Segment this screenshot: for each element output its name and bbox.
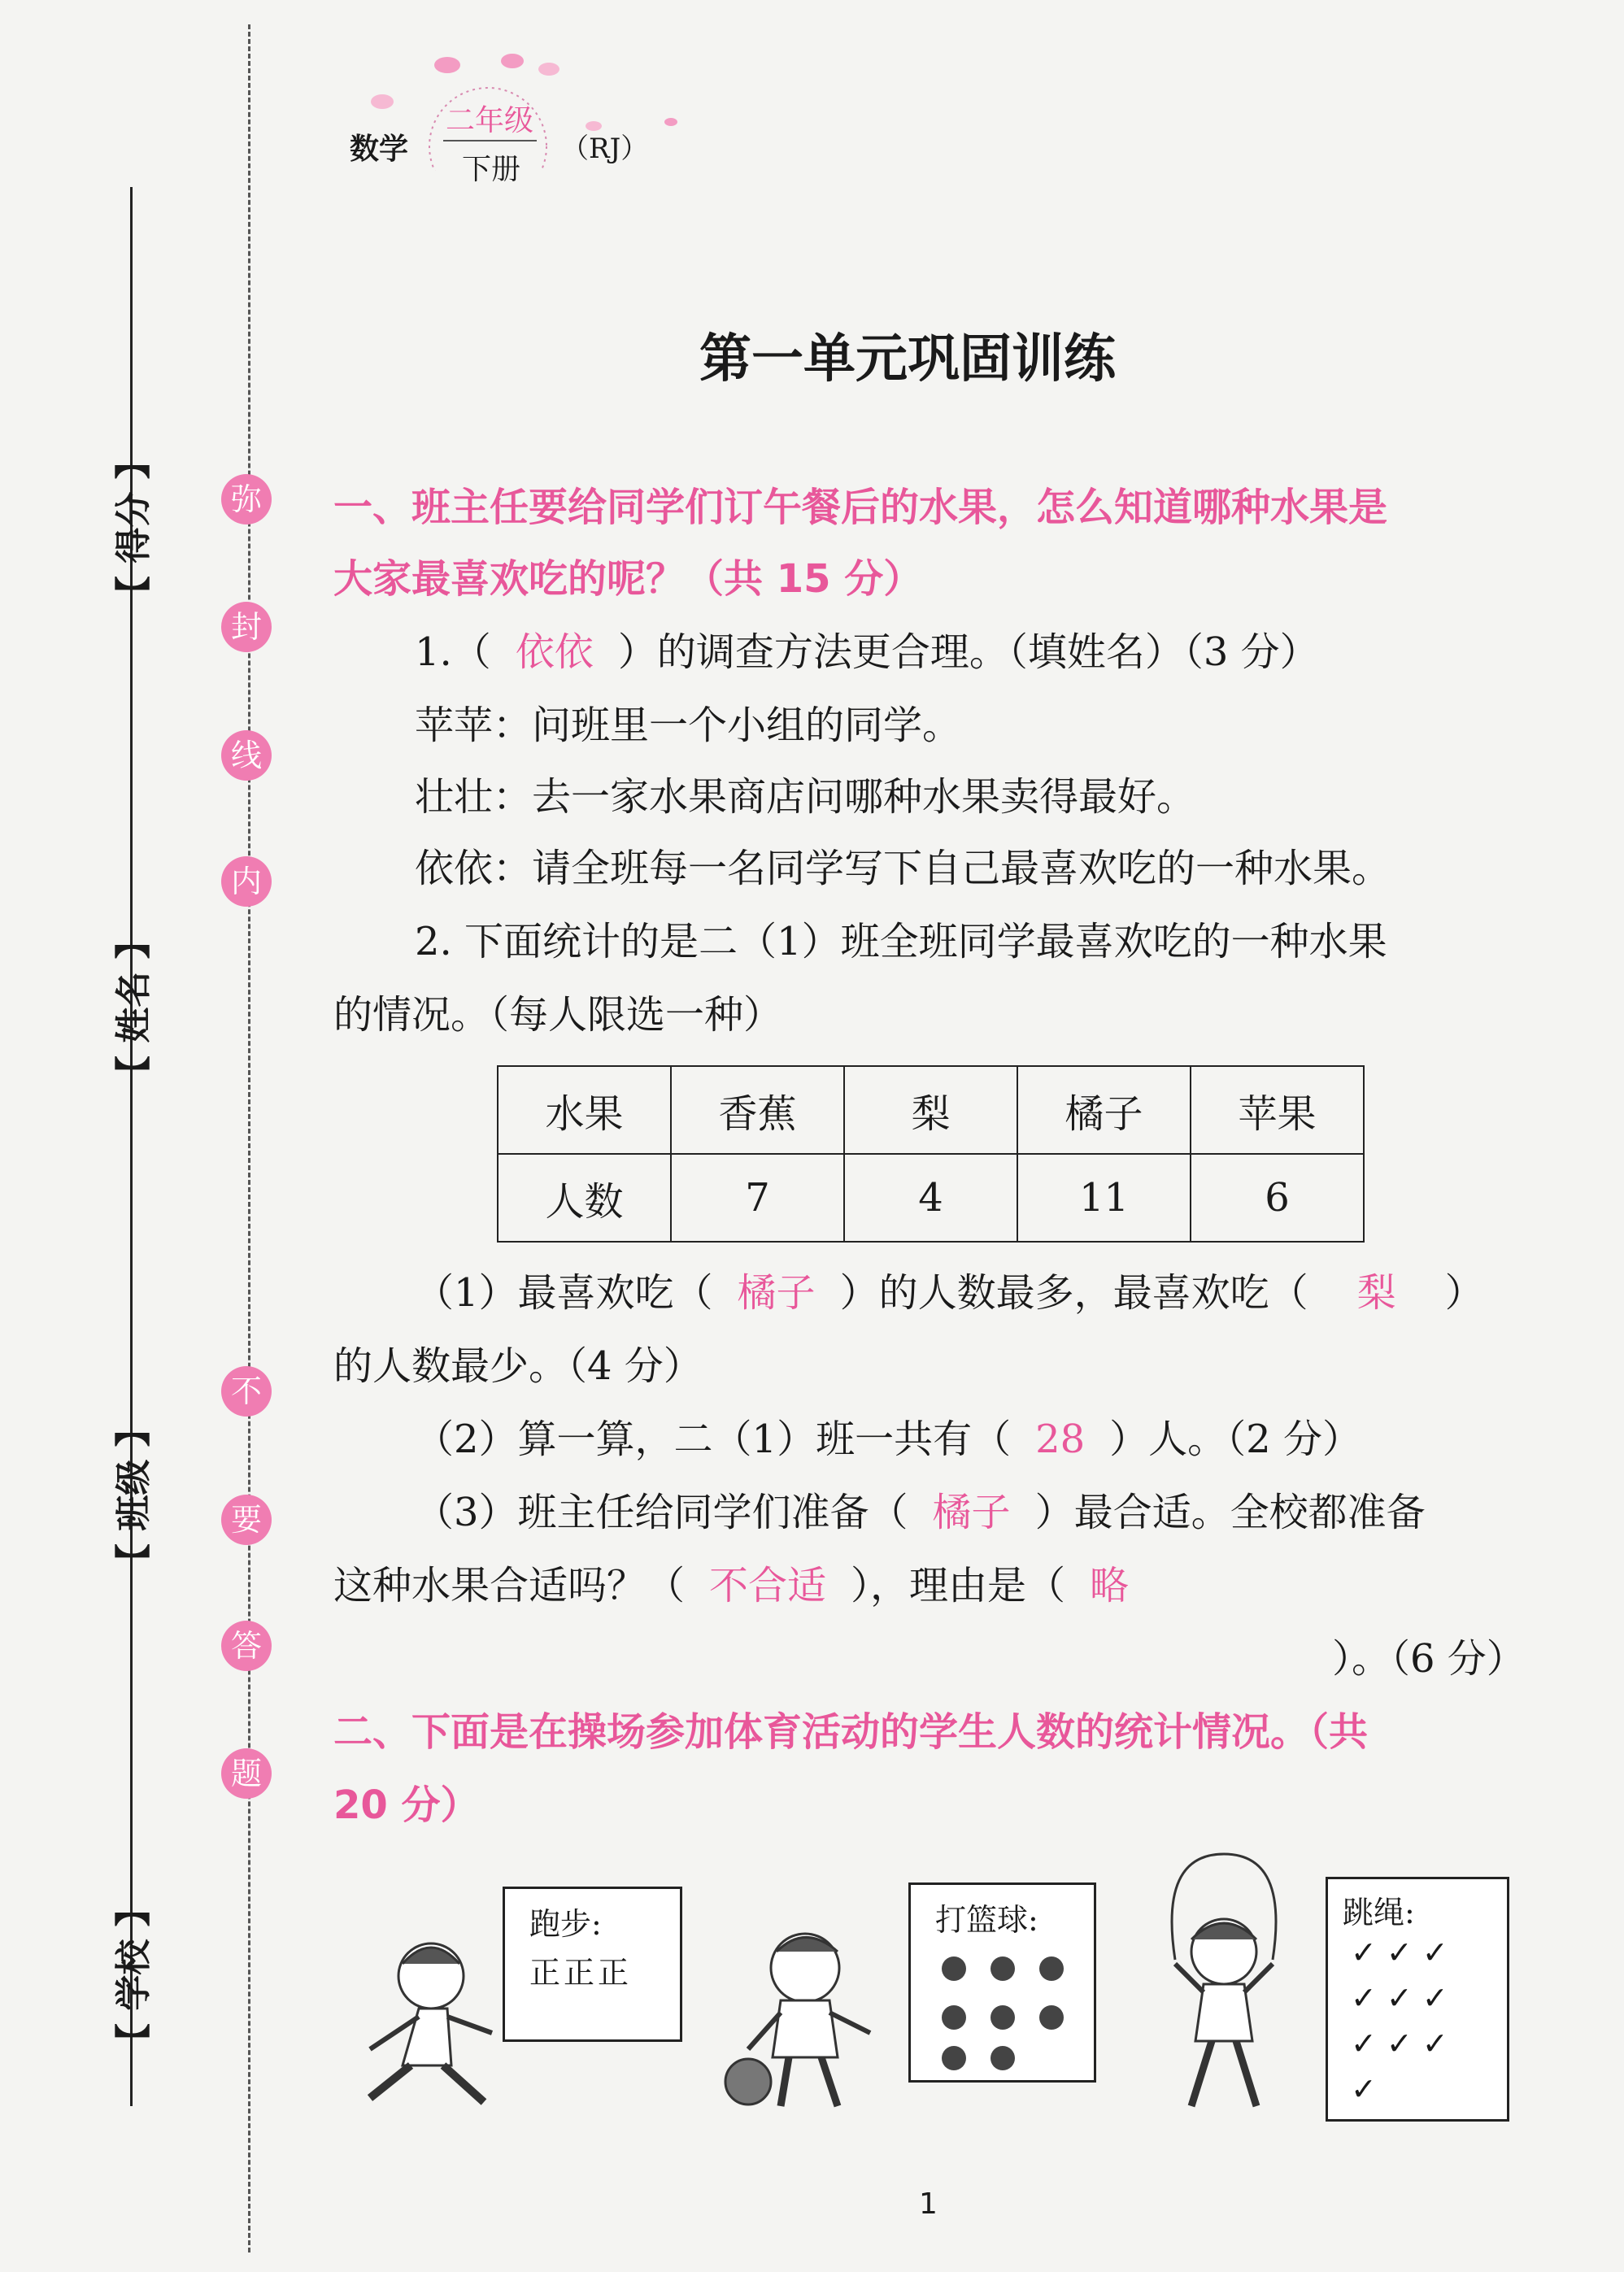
page-title: 第一单元巩固训练 bbox=[699, 329, 1116, 390]
part-3-cont bbox=[333, 1561, 1153, 1610]
table-row bbox=[498, 1066, 1364, 1154]
answer-blank[interactable]: 不合适 bbox=[709, 1563, 827, 1608]
seal-char: 要 bbox=[221, 1495, 272, 1545]
margin-dashed-line bbox=[248, 24, 250, 2252]
table-cell: 6 bbox=[1191, 1154, 1364, 1242]
tally-dot bbox=[942, 1956, 966, 1981]
check-row: ✓ ✓ ✓ bbox=[1351, 1980, 1448, 2016]
part2-text: （2）算一算，二（1）班一共有（ bbox=[415, 1417, 1012, 1462]
table-cell: 人数 bbox=[498, 1154, 671, 1242]
table-cell: 橘子 bbox=[1017, 1066, 1191, 1154]
jumprope-girl-illustration bbox=[1143, 1846, 1305, 2122]
part3-text: （3）班主任给同学们准备（ bbox=[415, 1490, 908, 1535]
seal-char: 题 bbox=[221, 1748, 272, 1799]
school-label: 【 学校 】 bbox=[113, 1891, 155, 2059]
part-3-end: ）。（6 分） bbox=[1332, 1636, 1526, 1682]
seal-char: 封 bbox=[221, 602, 272, 652]
tally-dot bbox=[1039, 2005, 1064, 2030]
table-cell: 苹果 bbox=[1191, 1066, 1364, 1154]
header-subject: 数学 bbox=[350, 132, 409, 166]
table-row bbox=[498, 1154, 1364, 1242]
table-cell: 7 bbox=[671, 1154, 844, 1242]
part3-text-2: ）最合适。全校都准备 bbox=[1034, 1490, 1426, 1535]
part-1-cont: 的人数最少。（4 分） bbox=[333, 1343, 703, 1389]
q1-prefix: 1.（ bbox=[415, 629, 491, 675]
answer-blank[interactable]: 梨 bbox=[1356, 1270, 1396, 1316]
table-cell: 水果 bbox=[498, 1066, 671, 1154]
table-cell: 11 bbox=[1017, 1154, 1191, 1242]
section2-heading-cont: 20 分） bbox=[333, 1782, 480, 1828]
part-3 bbox=[415, 1488, 1426, 1537]
page-number: 1 bbox=[919, 2187, 938, 2221]
tally-dot bbox=[991, 1956, 1015, 1981]
header-edition: （RJ） bbox=[561, 133, 649, 165]
seal-char: 内 bbox=[221, 856, 272, 907]
score-label: 【 得分 】 bbox=[113, 443, 155, 612]
table-cell: 4 bbox=[844, 1154, 1017, 1242]
answer-blank[interactable]: 依依 bbox=[515, 629, 594, 675]
tally-dot bbox=[991, 2046, 1015, 2070]
tally-dot bbox=[942, 2046, 966, 2070]
class-label: 【 班级 】 bbox=[113, 1411, 155, 1579]
part1-text-3: ） bbox=[1444, 1270, 1484, 1316]
running-card bbox=[503, 1887, 682, 2042]
q1-suffix: ）的调查方法更合理。（填姓名）（3 分） bbox=[617, 629, 1319, 675]
table-cell: 梨 bbox=[844, 1066, 1017, 1154]
running-tally: 正正正 bbox=[529, 1955, 633, 1991]
question-1 bbox=[415, 628, 1319, 677]
part-1 bbox=[415, 1269, 1484, 1317]
check-row: ✓ bbox=[1351, 2071, 1377, 2107]
answer-blank[interactable]: 橘子 bbox=[932, 1490, 1011, 1535]
running-boy-illustration bbox=[354, 1927, 516, 2114]
option-zhuangzhuang: 壮壮：去一家水果商店问哪种水果卖得最好。 bbox=[415, 774, 1196, 820]
seal-char: 不 bbox=[221, 1366, 272, 1417]
answer-blank[interactable]: 28 bbox=[1035, 1417, 1086, 1462]
seal-char: 线 bbox=[221, 730, 272, 781]
part3-text-3: 这种水果合适吗？（ bbox=[333, 1563, 686, 1608]
seal-char: 答 bbox=[221, 1621, 272, 1671]
running-label: 跑步: bbox=[529, 1906, 602, 1942]
question-2-cont: 的情况。（每人限选一种） bbox=[333, 992, 783, 1038]
check-row: ✓ ✓ ✓ bbox=[1351, 1935, 1448, 1970]
question-2: 2. 下面统计的是二（1）班全班同学最喜欢吃的一种水果 bbox=[415, 919, 1387, 964]
section1-heading-cont: 大家最喜欢吃的呢？（共 15 分） bbox=[333, 556, 923, 602]
section2-heading: 二、下面是在操场参加体育活动的学生人数的统计情况。（共 bbox=[333, 1709, 1369, 1755]
seal-char: 弥 bbox=[221, 474, 272, 524]
part2-text-2: ）人。（2 分） bbox=[1109, 1417, 1361, 1462]
answer-blank[interactable]: 橘子 bbox=[737, 1270, 816, 1316]
table-cell: 香蕉 bbox=[671, 1066, 844, 1154]
answer-blank[interactable]: 略 bbox=[1090, 1563, 1130, 1608]
jumprope-card bbox=[1326, 1877, 1509, 2122]
basketball-boy-illustration bbox=[716, 1919, 886, 2114]
part1-text-2: ）的人数最多，最喜欢吃（ bbox=[839, 1270, 1308, 1316]
header-divider bbox=[443, 140, 537, 141]
tally-dot bbox=[991, 2005, 1015, 2030]
header-grade: 二年级 bbox=[446, 104, 534, 137]
tally-dot bbox=[942, 2005, 966, 2030]
basketball-label: 打篮球: bbox=[935, 1902, 1038, 1938]
header-volume: 下册 bbox=[462, 153, 521, 186]
section1-heading: 一、班主任要给同学们订午餐后的水果，怎么知道哪种水果是 bbox=[333, 485, 1388, 530]
part-2 bbox=[415, 1415, 1361, 1464]
tally-dot bbox=[1039, 1956, 1064, 1981]
jumprope-label: 跳绳: bbox=[1343, 1895, 1415, 1930]
name-label: 【 姓名 】 bbox=[113, 923, 155, 1091]
part1-text: （1）最喜欢吃（ bbox=[415, 1270, 713, 1316]
option-pingping: 苹苹：问班里一个小组的同学。 bbox=[415, 703, 962, 748]
check-row: ✓ ✓ ✓ bbox=[1351, 2026, 1448, 2061]
basketball-card bbox=[908, 1882, 1096, 2083]
part3-text-4: ），理由是（ bbox=[851, 1563, 1066, 1608]
fruit-table bbox=[497, 1065, 1365, 1243]
option-yiyi: 依依：请全班每一名同学写下自己最喜欢吃的一种水果。 bbox=[415, 846, 1391, 891]
